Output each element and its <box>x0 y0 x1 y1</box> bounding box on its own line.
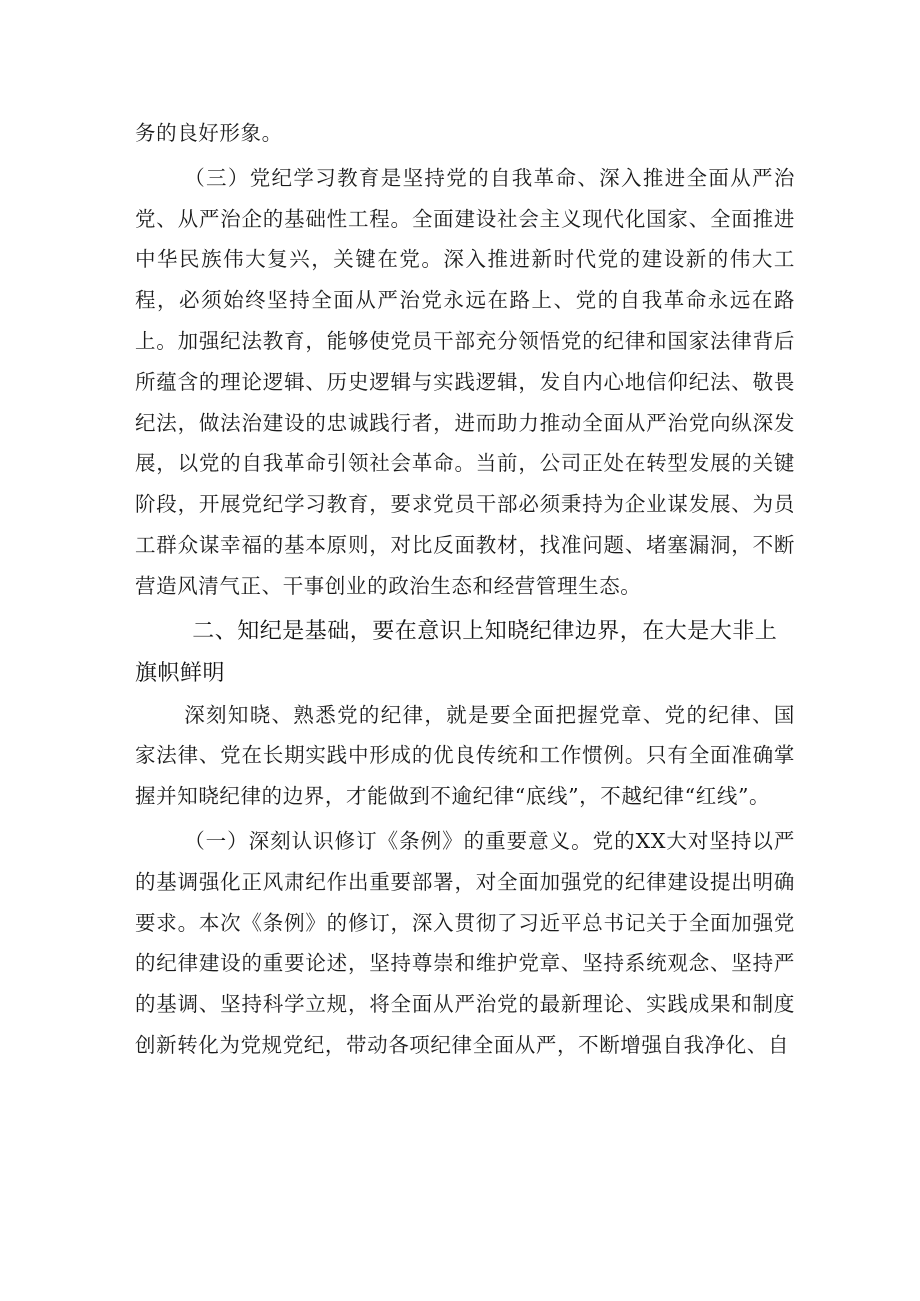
section-heading-two: 二、知纪是基础，要在意识上知晓纪律边界，在大是大非上旗帜鲜明 <box>135 618 778 686</box>
paragraph-subsection-one: （一）深刻认识修订《条例》的重要意义。党的XX大对坚持以严的基调强化正风肃纪作出重要部署，对全面加强党的纪律建设提出明确要求。本次《条例》的修订，深入贯彻了习近平总书记关于全面加强党的纪律建设的重要论述，坚持尊崇和维护党章、坚持系统观念、坚持严的基调、坚持科学立规，将全面从严治党的最新理论、实践成果和制度创新转化为党规党纪，带动各项纪律全面从严，不断增强自我净化、自 <box>135 828 795 1057</box>
paragraph-intro: 深刻知晓、熟悉党的纪律，就是要全面把握党章、党的纪律、国家法律、党在长期实践中形成的优良传统和工作惯例。只有全面准确掌握并知晓纪律的边界，才能做到不逾纪律“底线”，不越纪律“红线”。 <box>135 702 795 809</box>
document-body <box>135 113 795 1066</box>
paragraph-section-three: （三）党纪学习教育是坚持党的自我革命、深入推进全面从严治党、从严治企的基础性工程。全面建设社会主义现代化国家、全面推进中华民族伟大复兴，关键在党。深入推进新时代党的建设新的伟大工程，必须始终坚持全面从严治党永远在路上、党的自我革命永远在路上。加强纪法教育，能够使党员干部充分领悟党的纪律和国家法律背后所蕴含的理论逻辑、历史逻辑与实践逻辑，发自内心地信仰纪法、敬畏纪法，做法治建设的忠诚践行者，进而助力推动全面从严治党向纵深发展，以党的自我革命引领社会革命。当前，公司正处在转型发展的关键阶段，开展党纪学习教育，要求党员干部必须秉持为企业谋发展、为员工群众谋幸福的基本原则，对比反面教材，找准问题、堵塞漏洞，不断营造风清气正、干事创业的政治生态和经营管理生态。 <box>135 165 795 598</box>
paragraph-continuation: 务的良好形象。 <box>135 121 283 145</box>
